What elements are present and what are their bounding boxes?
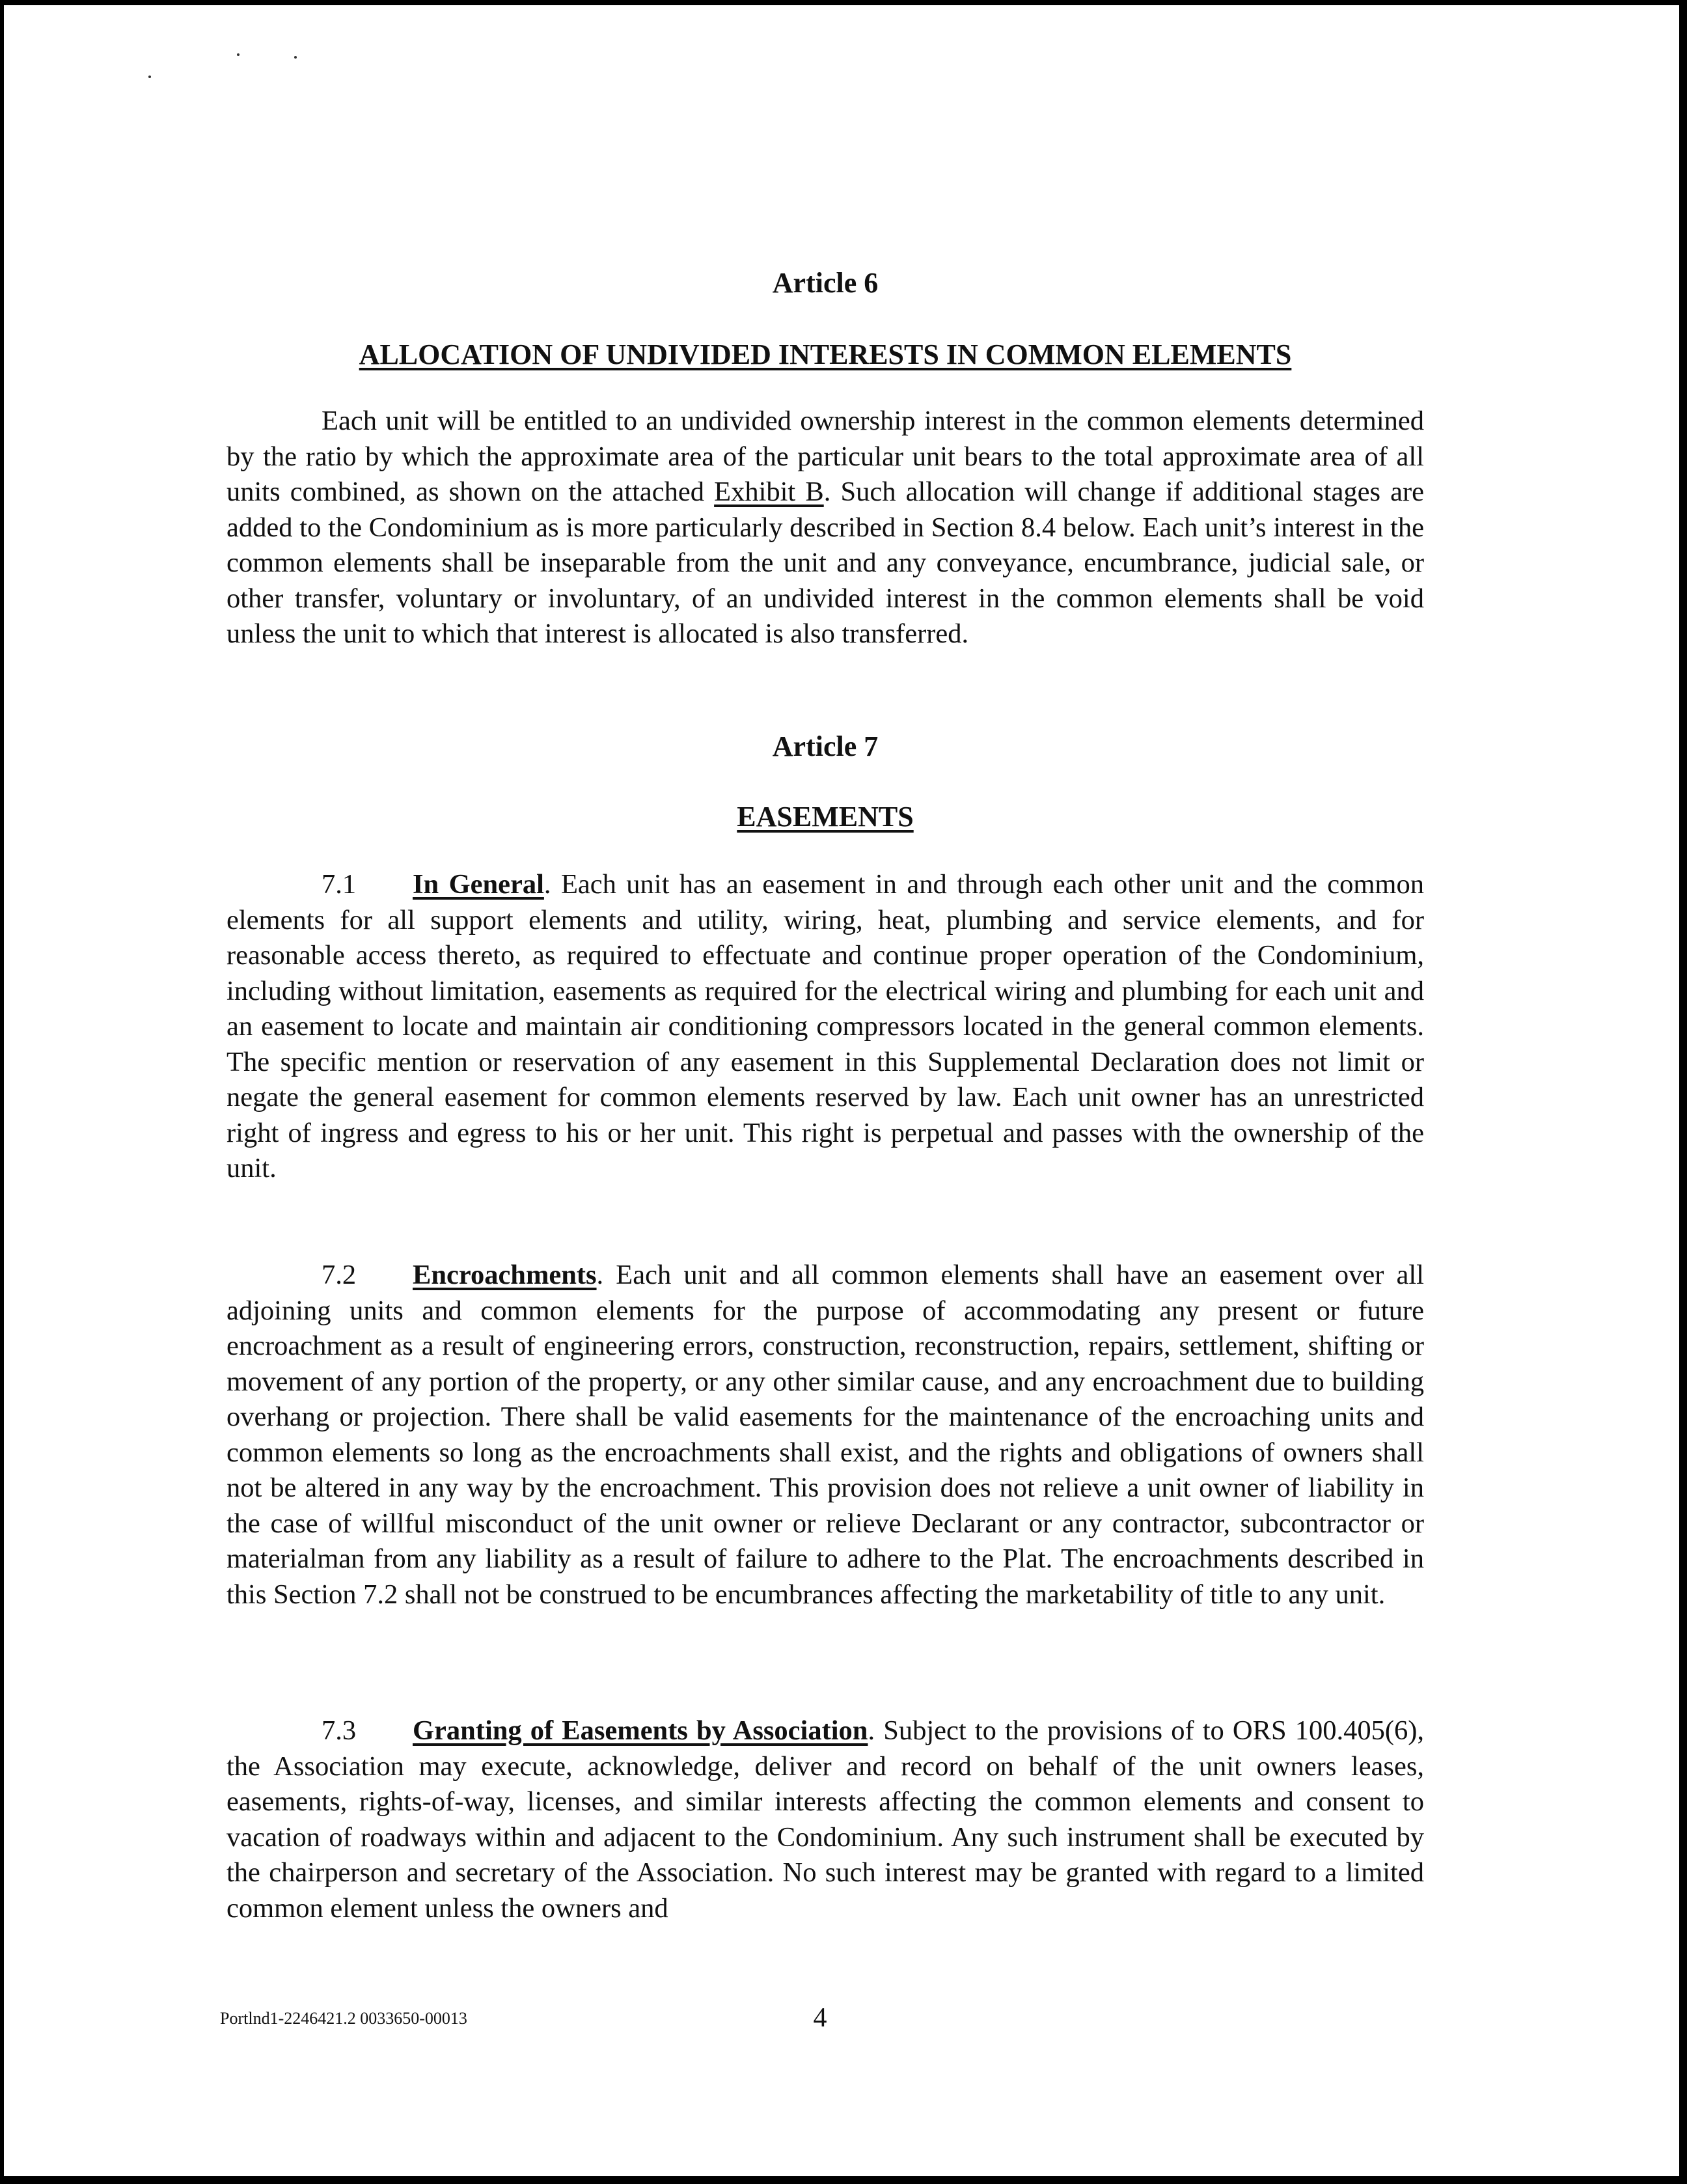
section-7-2-paragraph: 7.2 Encroachments. Each unit and all common elements shall have an easement over all adjoining units and common elements for the purpose of accommodating any present or future encroachment as a result of engineering errors, construction, reconstruction, repairs, settlement, shifting or movement of any portion of the property, or any other similar cause, and any encroachment due to building overhang or projection. There shall be valid easements for the maintenance of the encroaching units and common elements so long as the encroachments shall exist, and the rights and obligations of owners shall not be altered in any way by the encroachment. This provision does not relieve a unit owner of liability in the case of willful misconduct of the unit owner or relieve Declarant or any contractor, subcontractor or materialman from any liability as a result of failure to adhere to the Plat. The encroachments described in this Section 7.2 shall not be construed to be encumbrances affecting the marketability of title to any unit. xyxy=(226,1258,1424,1612)
article-6-paragraph: Each unit will be entitled to an undivided ownership interest in the common elements determined by the ratio by which the approximate area of the particular unit bears to the total approximate area of all units combined, as shown on the attached Exhibit B. Such allocation will change if additional stages are added to the Condominium as is more particularly described in Section 8.4 below. Each unit’s interest in the common elements shall be inseparable from the unit and any conveyance, encumbrance, judicial sale, or other transfer, voluntary or involuntary, of an undivided interest in the common elements shall be void unless the unit to which that interest is allocated is also transferred. xyxy=(226,406,1425,649)
article-6-title: ALLOCATION OF UNDIVIDED INTERESTS IN COMMON ELEMENTS xyxy=(359,339,1292,370)
exhibit-b-reference: Exhibit B xyxy=(714,477,824,507)
article-6-heading: Article 6 xyxy=(772,267,879,299)
scan-speck xyxy=(294,56,297,59)
section-heading: Encroachments xyxy=(413,1260,597,1290)
scan-speck xyxy=(148,76,151,78)
section-7-3-paragraph: 7.3 Granting of Easements by Association. Subject to the provisions of to ORS 100.405(6), the Association may execute, acknowledge, deliver and record on behalf of the unit owners leases, easements, rights-of-way, licenses, and similar interests affecting the common elements and consent to vacation of roadways within and adjacent to the Condominium. Any such instrument shall be executed by the chairperson and secretary of the Association. No such interest may be granted with regard to a limited common element unless the owners and xyxy=(226,1713,1424,1926)
document-id: Portlnd1-2246421.2 0033650-00013 xyxy=(220,2009,467,2028)
section-number: 7.3 xyxy=(322,1715,357,1746)
scan-border-left xyxy=(0,0,4,2184)
article-7-heading: Article 7 xyxy=(772,730,879,762)
section-number: 7.1 xyxy=(322,869,357,900)
scan-border-top xyxy=(0,0,1687,5)
article-7-title: EASEMENTS xyxy=(737,801,914,833)
page-number: 4 xyxy=(813,2003,827,2033)
section-heading: Granting of Easements by Association xyxy=(413,1715,868,1746)
scan-border-bottom xyxy=(0,2176,1687,2184)
section-number: 7.2 xyxy=(322,1260,357,1290)
scan-speck xyxy=(237,53,240,56)
section-heading: In General xyxy=(413,869,544,900)
section-7-1-paragraph: 7.1 In General. Each unit has an easement in and through each other unit and the common elements for all support elements and utility, wiring, heat, plumbing and service elements, and for reasonable access thereto, as required to effectuate and continue proper operation of the Condominium, including without limitation, easements as required for the electrical wiring and plumbing for each unit and an easement to locate and maintain air conditioning compressors located in the general common elements. The specific mention or reservation of any easement in this Supplemental Declaration does not limit or negate the general easement for common elements reserved by law. Each unit owner has an unrestricted right of ingress and egress to his or her unit. This right is perpetual and passes with the ownership of the unit. xyxy=(226,867,1424,1187)
scan-border-right xyxy=(1679,0,1687,2184)
